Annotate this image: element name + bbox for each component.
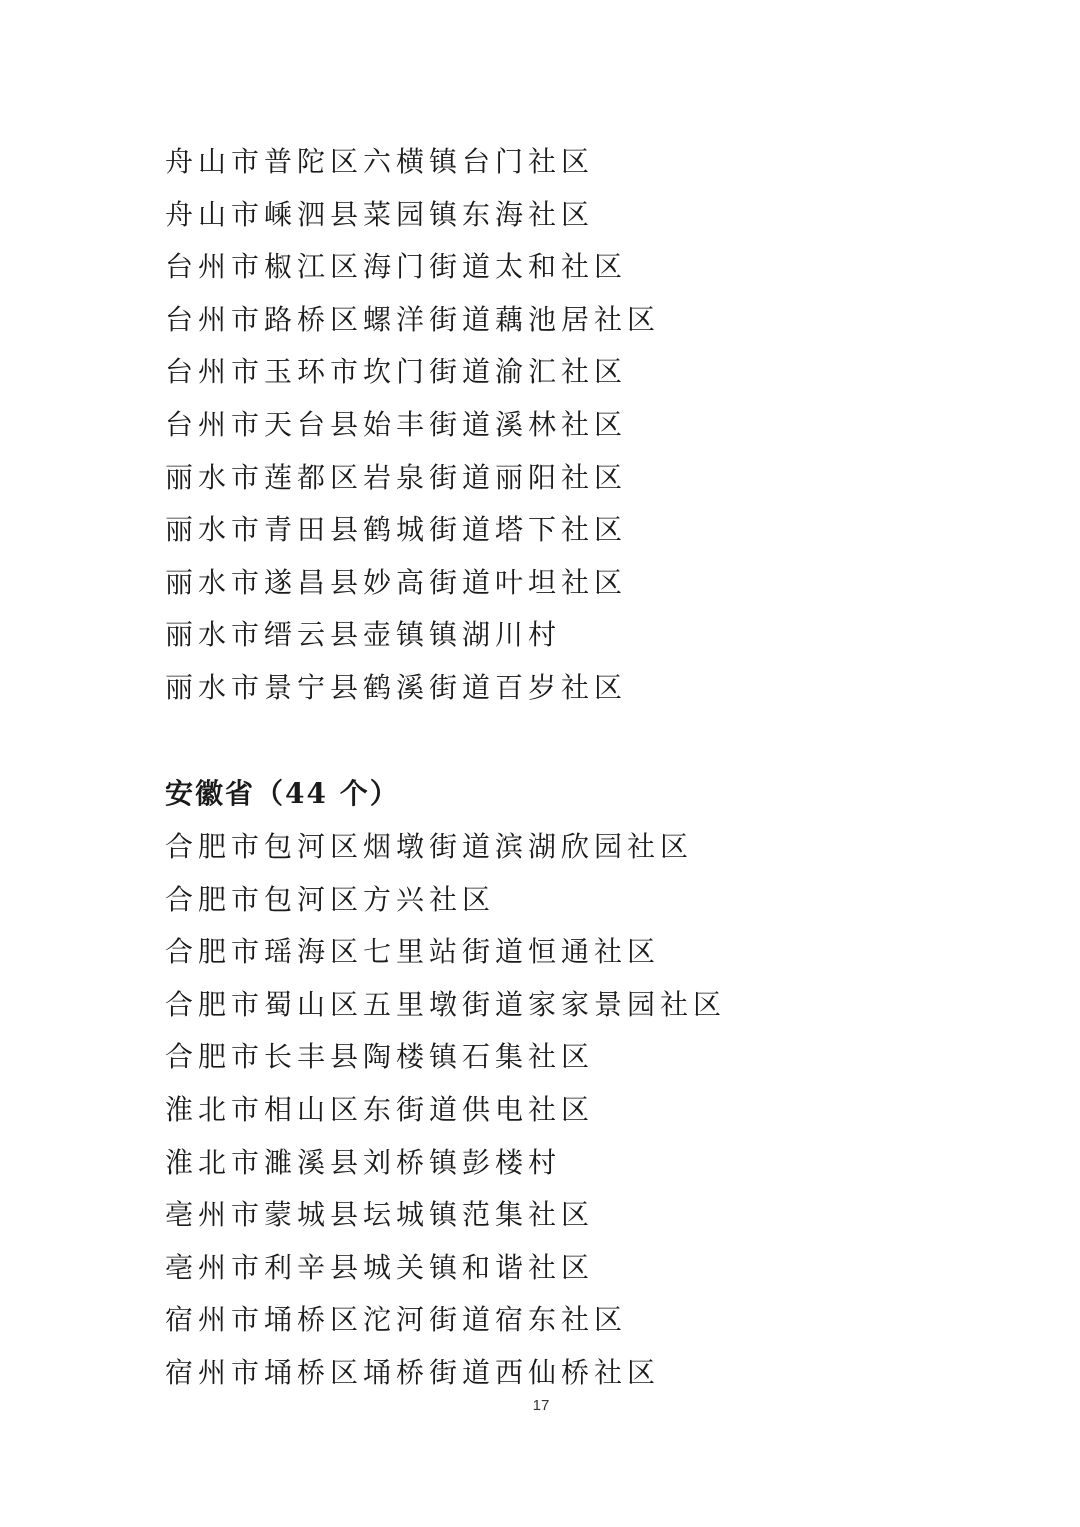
page-number — [0, 1397, 1080, 1414]
community-list-zhejiang — [165, 136, 965, 715]
list-item: 台州市椒江区海门街道太和社区 — [165, 250, 628, 284]
list-item: 丽水市景宁县鹤溪街道百岁社区 — [165, 670, 628, 704]
list-item: 丽水市遂昌县妙高街道叶坦社区 — [165, 565, 628, 599]
list-item: 合肥市长丰县陶楼镇石集社区 — [165, 1040, 595, 1074]
list-item: 合肥市包河区方兴社区 — [165, 882, 496, 916]
list-item: 宿州市埇桥区沱河街道宿东社区 — [165, 1303, 628, 1337]
section-heading-anhui: 安徽省（44 个） — [165, 777, 400, 810]
list-item: 合肥市蜀山区五里墩街道家家景园社区 — [165, 987, 727, 1021]
list-item: 台州市天台县始丰街道溪林社区 — [165, 407, 628, 441]
list-item: 合肥市包河区烟墩街道滨湖欣园社区 — [165, 830, 694, 863]
list-item: 舟山市嵊泗县菜园镇东海社区 — [165, 197, 595, 231]
community-list-anhui — [165, 821, 965, 1400]
list-item: 淮北市相山区东街道供电社区 — [165, 1092, 595, 1126]
list-item: 丽水市莲都区岩泉街道丽阳社区 — [165, 460, 628, 494]
list-item: 亳州市蒙城县坛城镇范集社区 — [165, 1198, 595, 1232]
list-item: 淮北市濉溪县刘桥镇彭楼村 — [165, 1145, 562, 1179]
list-item: 丽水市青田县鹤城街道塔下社区 — [165, 513, 628, 547]
list-item: 丽水市缙云县壶镇镇湖川村 — [165, 618, 562, 652]
list-item: 合肥市瑶海区七里站街道恒通社区 — [165, 935, 661, 969]
list-item: 台州市玉环市坎门街道渝汇社区 — [165, 355, 628, 389]
list-item: 宿州市埇桥区埇桥街道西仙桥社区 — [165, 1355, 661, 1389]
list-item: 舟山市普陀区六横镇台门社区 — [165, 145, 595, 178]
page-number-text: 17 — [532, 1397, 550, 1414]
list-item: 台州市路桥区螺洋街道藕池居社区 — [165, 302, 661, 336]
list-item: 亳州市利辛县城关镇和谐社区 — [165, 1250, 595, 1284]
